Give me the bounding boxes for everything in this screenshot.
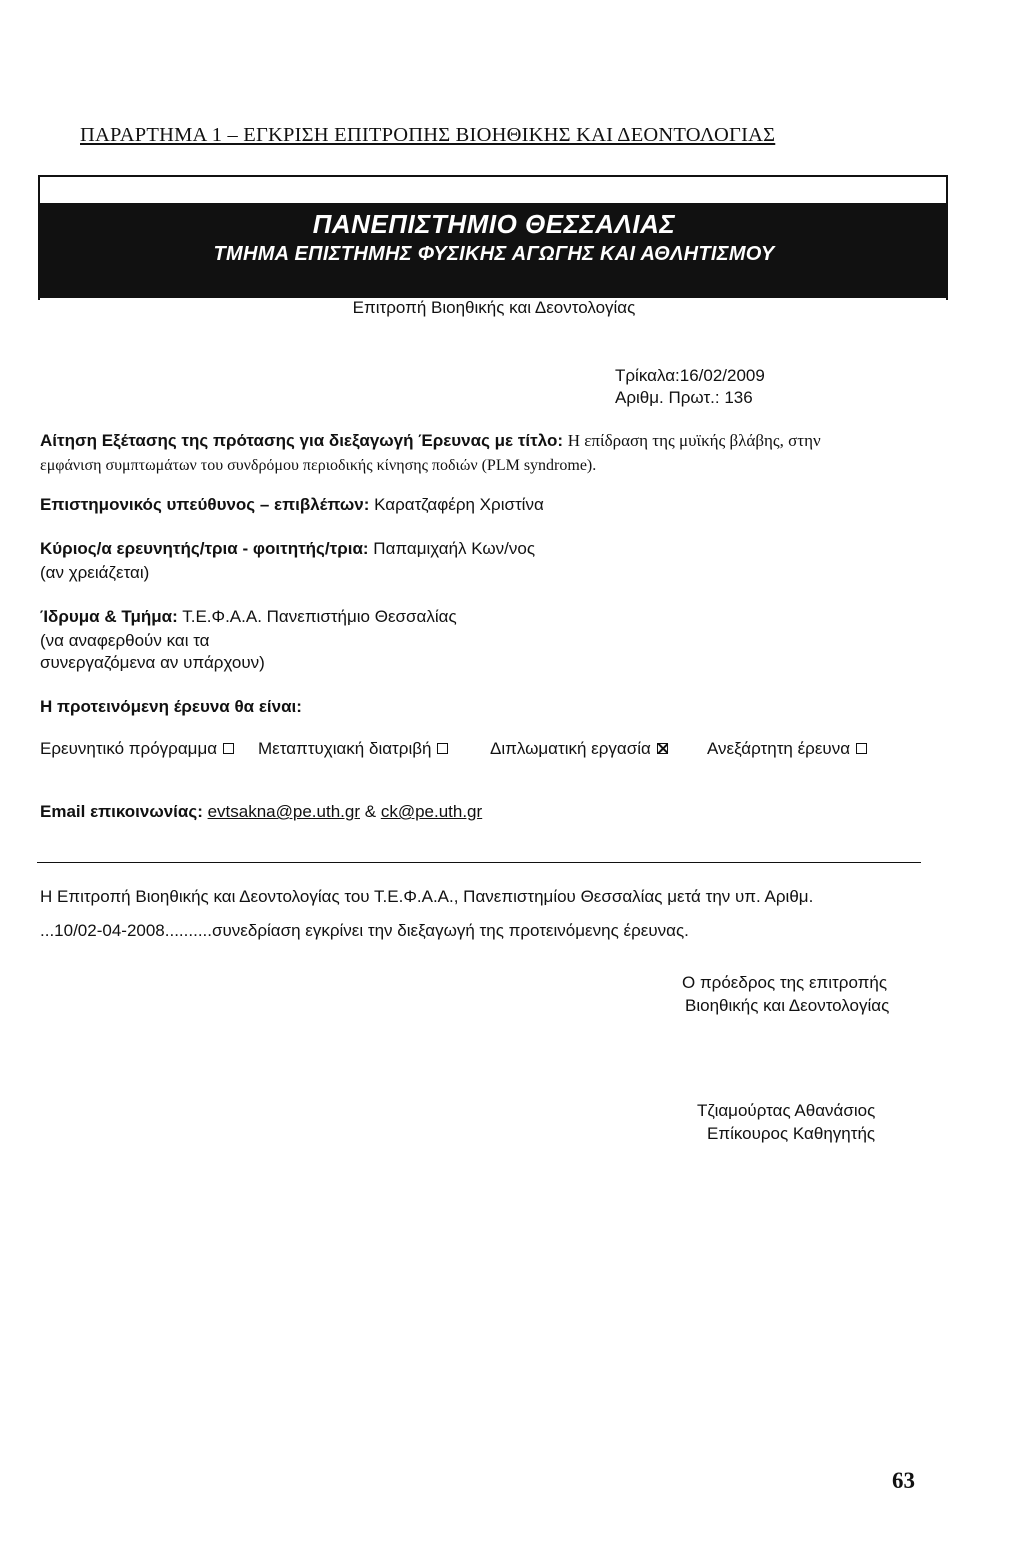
university-name: ΠΑΝΕΠΙΣΤΗΜΙΟ ΘΕΣΣΑΛΙΑΣ [312, 209, 676, 239]
institution-field [40, 607, 457, 627]
appendix-title: ΠΑΡΑΡΤΗΜΑ 1 – ΕΓΚΡΙΣΗ ΕΠΙΤΡΟΠΗΣ ΒΙΟΗΘΙΚΗΣ ΚΑΙ ΔΕΟΝΤΟΛΟΓΙΑΣ [80, 124, 776, 146]
research-type-heading: Η προτεινόμενη έρευνα θα είναι: [40, 697, 302, 716]
signatory-title: Βιοηθικής και Δεοντολογίας [685, 996, 890, 1015]
supervisor-label: Επιστημονικός υπεύθυνος – επιβλέπων: [40, 495, 370, 514]
option-postgraduate-thesis [258, 739, 448, 759]
contact-email-field [40, 802, 482, 822]
option-label: Ερευνητικό πρόγραμμα [40, 739, 218, 758]
supervisor-value: Καρατζαφέρη Χριστίνα [374, 495, 544, 514]
page-number: 63 [892, 1468, 915, 1493]
checkbox-empty-icon [856, 743, 867, 754]
signatory-title: Ο πρόεδρος της επιτροπής [682, 973, 888, 992]
option-label: Ανεξάρτητη έρευνα [707, 739, 851, 758]
email-separator: & [364, 802, 377, 821]
date: Τρίκαλα:16/02/2009 [615, 366, 765, 385]
option-label: Μεταπτυχιακή διατριβή [258, 739, 432, 758]
separator-line [37, 862, 921, 863]
researcher-label: Κύριος/α ερευνητής/τρια - φοιτητής/τρια: [40, 539, 369, 558]
researcher-value: Παπαμιχαήλ Κων/νος [373, 539, 536, 558]
research-title-part2: εμφάνιση συμπτωμάτων του συνδρόμου περιοδικής κίνησης ποδιών (PLM syndrome). [40, 457, 597, 474]
checkbox-empty-icon [437, 743, 448, 754]
option-research-program [40, 739, 234, 759]
checkbox-empty-icon [223, 743, 234, 754]
signatory-name: Τζιαμούρτας Αθανάσιος [697, 1101, 876, 1120]
option-diploma-thesis [490, 739, 668, 759]
researcher-note: (αν χρειάζεται) [40, 563, 150, 582]
email-link[interactable]: ck@pe.uth.gr [380, 802, 483, 821]
checkbox-checked-icon [657, 743, 668, 754]
institution-note: συνεργαζόμενα αν υπάρχουν) [40, 653, 265, 672]
protocol-number: Αριθμ. Πρωτ.: 136 [615, 388, 753, 407]
option-independent-research [707, 739, 867, 759]
committee-subtitle: Επιτροπή Βιοηθικής και Δεοντολογίας [352, 298, 636, 317]
institution-note: (να αναφερθούν και τα [40, 631, 210, 650]
request-title [40, 431, 821, 451]
signatory-rank: Επίκουρος Καθηγητής [707, 1124, 876, 1143]
supervisor-field [40, 495, 544, 515]
department-name: ΤΜΗΜΑ ΕΠΙΣΤΗΜΗΣ ΦΥΣΙΚΗΣ ΑΓΩΓΗΣ ΚΑΙ ΑΘΛΗΤΙΣΜΟΥ [213, 243, 775, 265]
approval-statement: ...10/02-04-2008..........συνεδρίαση εγκρίνει την διεξαγωγή της προτεινόμενης έρευνας. [40, 921, 689, 940]
email-label: Email επικοινωνίας: [40, 802, 203, 821]
research-title-part1: Η επίδραση της μυϊκής βλάβης, στην [567, 431, 821, 450]
institution-value: Τ.Ε.Φ.Α.Α. Πανεπιστήμιο Θεσσαλίας [182, 607, 457, 626]
approval-statement: Η Επιτροπή Βιοηθικής και Δεοντολογίας του Τ.Ε.Φ.Α.Α., Πανεπιστημίου Θεσσαλίας μετά την υπ. Αριθμ. [40, 887, 814, 906]
email-link[interactable]: evtsakna@pe.uth.gr [207, 802, 360, 821]
institution-label: Ίδρυμα & Τμήμα: [40, 607, 178, 626]
request-label: Αίτηση Εξέτασης της πρότασης για διεξαγωγή Έρευνας με τίτλο: [40, 431, 564, 450]
option-label: Διπλωματική εργασία [490, 739, 651, 758]
researcher-field [40, 539, 535, 559]
